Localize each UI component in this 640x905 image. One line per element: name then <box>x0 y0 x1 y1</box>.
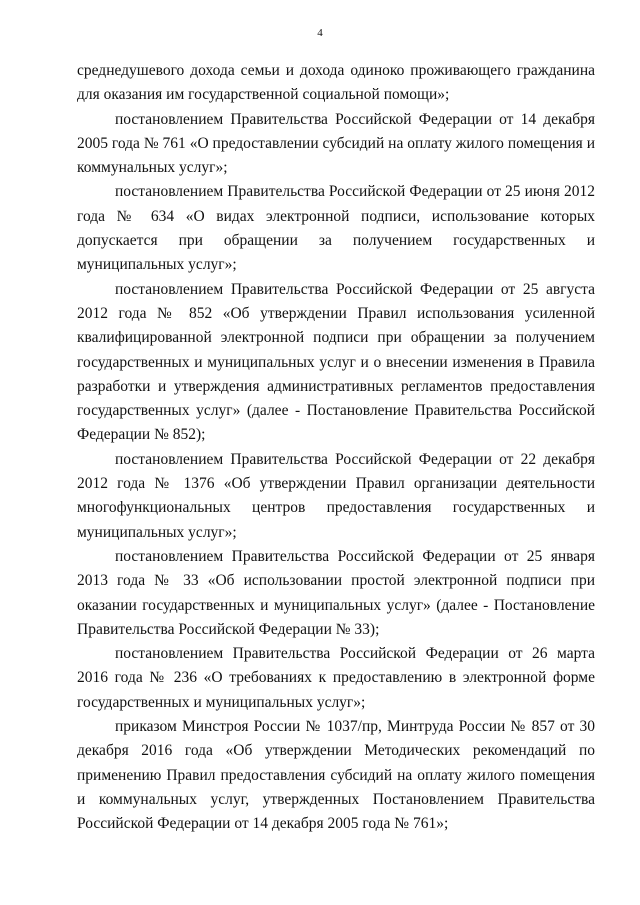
paragraph-decree-852: постановлением Правительства Российской Федерации от 25 августа 2012 года № 852 «Об утверждении Правил использования усиленной квалифицированной электронной подписи при обращении за получением государственных и муниципальных услуг и о внесении изменения в Правила разработки и утверждения административных регламентов предоставления государственных услуг» (далее - Постановление Правительства Российской Федерации № 852); <box>77 280 595 444</box>
page-number: 4 <box>317 27 323 39</box>
paragraph-decree-236: постановлением Правительства Российской Федерации от 26 марта 2016 года № 236 «О требованиях к предоставлению в электронной форме государственных и муниципальных услуг»; <box>77 645 595 711</box>
paragraph-order-1037: приказом Минстроя России № 1037/пр, Минтруда России № 857 от 30 декабря 2016 года «Об утверждении Методических рекомендаций по применению Правил предоставления субсидий на оплату жилого помещения и коммунальных услуг, утвержденных Постановлением Правительства Российской Федерации от 14 декабря 2005 года № 761»; <box>77 718 595 833</box>
document-body <box>77 59 595 837</box>
paragraph-decree-761: постановлением Правительства Российской Федерации от 14 декабря 2005 года № 761 «О предоставлении субсидий на оплату жилого помещения и коммунальных услуг»; <box>77 110 595 177</box>
paragraph-decree-1376: постановлением Правительства Российской Федерации от 22 декабря 2012 года № 1376 «Об утверждении Правил организации деятельности многофункциональных центров предоставления государственных и муниципальных услуг»; <box>77 450 595 541</box>
paragraph-decree-33: постановлением Правительства Российской Федерации от 25 января 2013 года № 33 «Об использовании простой электронной подписи при оказании государственных и муниципальных услуг» (далее - Постановление Правительства Российской Федерации № 33); <box>77 547 595 638</box>
paragraph-decree-634: постановлением Правительства Российской Федерации от 25 июня 2012 года № 634 «О видах электронной подписи, использование которых допускается при обращении за получением государственных и муниципальных услуг»; <box>77 183 595 274</box>
paragraph-continuation: среднедушевого дохода семьи и дохода одиноко проживающего гражданина для оказания им государственной социальной помощи»; <box>77 62 595 104</box>
